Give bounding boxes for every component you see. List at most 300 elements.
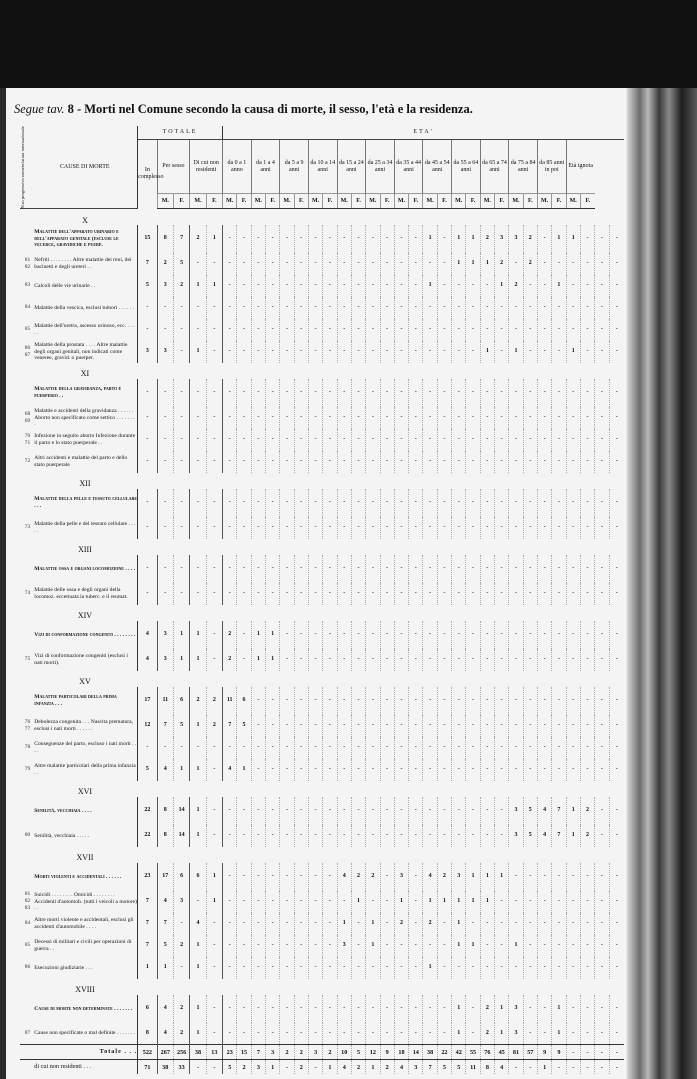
value-cell: -	[394, 825, 408, 847]
cause-label: Altre morti violente e accidentali, esclusi gli accidenti d'automobile . . . .	[32, 913, 137, 935]
value-cell: -	[206, 621, 222, 649]
value-cell: 1	[466, 225, 480, 253]
value-cell: 3	[509, 825, 523, 847]
section-numeral: XVI	[77, 787, 93, 797]
value-cell: -	[173, 555, 189, 583]
value-cell: -	[595, 275, 609, 297]
value-cell: 23	[223, 1045, 237, 1060]
value-cell: -	[566, 621, 580, 649]
value-cell: 2	[351, 863, 365, 891]
value-cell: -	[609, 863, 624, 891]
value-cell: -	[380, 429, 394, 451]
value-cell: -	[452, 737, 466, 759]
cause-label: Esecuzioni giudiziarie . . .	[32, 957, 137, 979]
value-cell: -	[552, 935, 566, 957]
value-cell: -	[552, 429, 566, 451]
value-cell: -	[537, 297, 551, 319]
value-cell: -	[394, 621, 408, 649]
value-cell: -	[237, 555, 251, 583]
value-cell: -	[437, 621, 451, 649]
value-cell: -	[323, 995, 337, 1023]
cause-label: Senilità, vecchiaia . . . .	[32, 797, 137, 825]
value-cell: -	[566, 1060, 580, 1075]
value-cell: -	[523, 451, 537, 473]
age-group-header: da 75 a 84 anni	[509, 140, 538, 194]
value-cell: -	[251, 715, 265, 737]
value-cell: -	[337, 555, 351, 583]
value-cell: -	[423, 1023, 437, 1045]
value-cell: 11	[466, 1060, 480, 1075]
value-cell: -	[437, 913, 451, 935]
value-cell: -	[423, 341, 437, 363]
value-cell: -	[595, 957, 609, 979]
value-cell: -	[294, 253, 308, 275]
value-cell: -	[237, 253, 251, 275]
section-numeral: XVIII	[75, 985, 95, 995]
value-cell: -	[394, 715, 408, 737]
value-cell: 1	[366, 935, 380, 957]
cause-col-header: CAUSE DI MORTE	[32, 126, 137, 209]
value-cell: -	[223, 451, 237, 473]
cause-label: Altri accidenti e malattie del parto e dello stato puerperale	[32, 451, 137, 473]
value-cell: -	[337, 407, 351, 429]
value-cell: -	[138, 379, 157, 407]
value-cell: -	[237, 407, 251, 429]
value-cell: -	[351, 297, 365, 319]
value-cell: 42	[452, 1045, 466, 1060]
value-cell: -	[266, 319, 280, 341]
value-cell: -	[552, 687, 566, 715]
value-cell: -	[523, 583, 537, 605]
value-cell: 1	[366, 913, 380, 935]
value-cell: -	[423, 379, 437, 407]
value-cell: -	[409, 379, 423, 407]
value-cell: -	[523, 737, 537, 759]
value-cell: -	[337, 797, 351, 825]
value-cell: -	[366, 555, 380, 583]
value-cell: -	[294, 891, 308, 913]
value-cell: -	[308, 891, 322, 913]
value-cell: 2	[173, 995, 189, 1023]
value-cell: -	[308, 429, 322, 451]
value-cell: -	[409, 797, 423, 825]
value-cell: -	[394, 649, 408, 671]
cause-number	[20, 1060, 32, 1075]
value-cell: -	[251, 451, 265, 473]
value-cell: -	[223, 275, 237, 297]
value-cell: 2	[173, 935, 189, 957]
value-cell: 3	[157, 341, 173, 363]
value-cell: -	[466, 649, 480, 671]
value-cell: -	[409, 913, 423, 935]
value-cell: 4	[394, 1060, 408, 1075]
value-cell: -	[206, 737, 222, 759]
value-cell: -	[351, 489, 365, 517]
value-cell: -	[206, 957, 222, 979]
value-cell: 6	[190, 863, 206, 891]
value-cell: 3	[157, 275, 173, 297]
value-cell: -	[138, 583, 157, 605]
value-cell: -	[495, 489, 509, 517]
value-cell: 1	[190, 825, 206, 847]
value-cell: -	[509, 555, 523, 583]
value-cell: -	[595, 451, 609, 473]
value-cell: -	[523, 275, 537, 297]
value-cell: -	[466, 489, 480, 517]
value-cell: -	[337, 621, 351, 649]
value-cell: -	[323, 891, 337, 913]
value-cell: -	[480, 275, 494, 297]
value-cell: -	[537, 341, 551, 363]
value-cell: -	[609, 225, 624, 253]
value-cell: -	[566, 715, 580, 737]
value-cell: -	[437, 687, 451, 715]
value-cell: 1	[466, 935, 480, 957]
value-cell: -	[237, 225, 251, 253]
value-cell: 2	[580, 797, 594, 825]
value-cell: -	[206, 341, 222, 363]
cause-number: 81 82 83	[24, 891, 31, 912]
value-cell: -	[223, 297, 237, 319]
cause-number	[20, 555, 32, 583]
value-cell: -	[394, 379, 408, 407]
value-cell: -	[323, 275, 337, 297]
value-cell: -	[452, 407, 466, 429]
cause-row	[20, 1023, 624, 1045]
value-cell: -	[308, 1023, 322, 1045]
section-numeral: XI	[80, 369, 90, 379]
value-cell: -	[523, 935, 537, 957]
value-cell: -	[323, 687, 337, 715]
value-cell: -	[437, 583, 451, 605]
value-cell: -	[537, 687, 551, 715]
value-cell: 2	[223, 649, 237, 671]
value-cell: -	[351, 687, 365, 715]
value-cell: -	[173, 737, 189, 759]
value-cell: -	[394, 797, 408, 825]
value-cell: 14	[173, 825, 189, 847]
value-cell: -	[351, 341, 365, 363]
value-cell: 2	[523, 253, 537, 275]
value-cell: -	[523, 517, 537, 539]
cause-row	[20, 319, 624, 341]
value-cell: -	[294, 1023, 308, 1045]
value-cell: -	[523, 1023, 537, 1045]
value-cell: -	[237, 737, 251, 759]
male-col-header: M.	[394, 194, 408, 209]
value-cell: -	[206, 1060, 222, 1075]
value-cell: -	[495, 379, 509, 407]
male-col-header: M.	[423, 194, 437, 209]
value-cell: -	[423, 649, 437, 671]
value-cell: -	[523, 715, 537, 737]
value-cell: -	[351, 225, 365, 253]
age-group-header: da 65 a 74 anni	[480, 140, 509, 194]
value-cell: -	[157, 583, 173, 605]
value-cell: -	[223, 863, 237, 891]
value-cell: -	[138, 517, 157, 539]
value-cell: -	[452, 451, 466, 473]
value-cell: -	[595, 1023, 609, 1045]
value-cell: -	[266, 687, 280, 715]
value-cell: -	[566, 583, 580, 605]
value-cell: -	[423, 935, 437, 957]
mortality-table-container	[20, 126, 624, 1076]
value-cell: -	[223, 517, 237, 539]
value-cell: -	[173, 957, 189, 979]
value-cell: -	[251, 759, 265, 781]
value-cell: -	[206, 649, 222, 671]
value-cell: -	[337, 583, 351, 605]
value-cell: -	[537, 995, 551, 1023]
value-cell: -	[523, 379, 537, 407]
value-cell: 1	[190, 275, 206, 297]
value-cell: -	[337, 297, 351, 319]
value-cell: -	[280, 1060, 294, 1075]
value-cell: -	[537, 275, 551, 297]
value-cell: -	[537, 407, 551, 429]
group-total-row	[20, 379, 624, 407]
value-cell: -	[423, 797, 437, 825]
value-cell: -	[280, 341, 294, 363]
value-cell: -	[480, 649, 494, 671]
value-cell: -	[294, 649, 308, 671]
cause-label: Malattie della prostata . . . . Altre malattie degli organi genitali, non indicati come veneree, gravid. o puerper.	[32, 341, 137, 363]
value-cell: -	[323, 555, 337, 583]
value-cell: -	[409, 935, 423, 957]
value-cell: -	[480, 319, 494, 341]
value-cell: -	[609, 995, 624, 1023]
cause-number	[20, 687, 32, 715]
value-cell: 45	[495, 1045, 509, 1060]
cause-row	[20, 429, 624, 451]
female-col-header: F.	[495, 194, 509, 209]
value-cell: 14	[409, 1045, 423, 1060]
value-cell: -	[366, 319, 380, 341]
value-cell: 1	[266, 621, 280, 649]
value-cell: -	[366, 825, 380, 847]
age-group-header: da 0 a 1 anno	[223, 140, 252, 194]
value-cell: -	[452, 341, 466, 363]
value-cell: -	[308, 583, 322, 605]
value-cell: -	[566, 253, 580, 275]
value-cell: -	[237, 621, 251, 649]
value-cell: 1	[206, 225, 222, 253]
value-cell: -	[537, 957, 551, 979]
value-cell: 57	[523, 1045, 537, 1060]
value-cell: -	[280, 275, 294, 297]
value-cell: 17	[138, 687, 157, 715]
value-cell: -	[308, 957, 322, 979]
value-cell: -	[337, 319, 351, 341]
value-cell: -	[595, 1045, 609, 1060]
value-cell: 1	[495, 995, 509, 1023]
document-page	[6, 88, 626, 1079]
value-cell: -	[595, 517, 609, 539]
value-cell: -	[223, 995, 237, 1023]
cause-number	[20, 797, 32, 825]
value-cell: -	[466, 957, 480, 979]
male-col-header: M.	[566, 194, 580, 209]
value-cell: 2	[237, 1060, 251, 1075]
value-cell: -	[266, 759, 280, 781]
value-cell: -	[552, 451, 566, 473]
value-cell: -	[394, 583, 408, 605]
value-cell: -	[173, 319, 189, 341]
value-cell: -	[157, 737, 173, 759]
value-cell: 1	[566, 825, 580, 847]
value-cell: -	[495, 913, 509, 935]
value-cell: 2	[380, 1060, 394, 1075]
value-cell: -	[595, 891, 609, 913]
value-cell: -	[294, 913, 308, 935]
value-cell: -	[437, 319, 451, 341]
value-cell: -	[537, 1023, 551, 1045]
per-sesso-header: Per sesso	[157, 140, 190, 194]
value-cell: -	[190, 891, 206, 913]
value-cell: -	[523, 649, 537, 671]
value-cell: -	[294, 275, 308, 297]
value-cell: -	[237, 517, 251, 539]
age-group-header: Età ignota	[566, 140, 595, 194]
value-cell: -	[595, 863, 609, 891]
value-cell: 76	[480, 1045, 494, 1060]
cause-label: Malattie delle ossa e degli organi della locomoz. eccettuata la tuberc. e il reumat.	[32, 583, 137, 605]
value-cell: -	[609, 797, 624, 825]
value-cell: -	[157, 517, 173, 539]
value-cell: -	[580, 1045, 594, 1060]
cause-label: Vizi di conformazione congeniti (esclusi i nati morti).	[32, 649, 137, 671]
value-cell: -	[380, 275, 394, 297]
age-group-header: da 1 a 4 anni	[251, 140, 280, 194]
value-cell: -	[552, 715, 566, 737]
value-cell: 3	[509, 797, 523, 825]
value-cell: -	[423, 715, 437, 737]
value-cell: 7	[138, 935, 157, 957]
value-cell: -	[173, 517, 189, 539]
value-cell: -	[409, 687, 423, 715]
value-cell: -	[409, 649, 423, 671]
value-cell: -	[366, 429, 380, 451]
value-cell: -	[380, 225, 394, 253]
value-cell: -	[609, 451, 624, 473]
value-cell: -	[323, 341, 337, 363]
male-col-header: M.	[366, 194, 380, 209]
value-cell: -	[294, 737, 308, 759]
value-cell: -	[223, 341, 237, 363]
value-cell: -	[409, 737, 423, 759]
value-cell: -	[537, 379, 551, 407]
value-cell: -	[480, 935, 494, 957]
section-numeral: X	[82, 215, 88, 225]
value-cell: -	[323, 407, 337, 429]
value-cell: -	[190, 297, 206, 319]
value-cell: -	[394, 517, 408, 539]
value-cell: 1	[423, 225, 437, 253]
value-cell: 1	[480, 253, 494, 275]
value-cell: -	[280, 297, 294, 319]
value-cell: 1	[509, 935, 523, 957]
value-cell: 7	[223, 715, 237, 737]
value-cell: -	[280, 957, 294, 979]
value-cell: 1	[466, 253, 480, 275]
value-cell: 33	[173, 1060, 189, 1075]
value-cell: -	[323, 715, 337, 737]
value-cell: -	[495, 825, 509, 847]
value-cell: -	[495, 957, 509, 979]
mortality-table	[20, 126, 624, 1074]
value-cell: -	[190, 489, 206, 517]
value-cell: -	[466, 737, 480, 759]
cause-row	[20, 583, 624, 605]
value-cell: -	[337, 759, 351, 781]
value-cell: 3	[509, 225, 523, 253]
value-cell: -	[480, 797, 494, 825]
value-cell: -	[206, 995, 222, 1023]
value-cell: -	[437, 825, 451, 847]
value-cell: -	[452, 797, 466, 825]
value-cell: -	[580, 429, 594, 451]
value-cell: -	[308, 621, 322, 649]
value-cell: -	[423, 407, 437, 429]
value-cell: -	[294, 319, 308, 341]
cause-label: Malattie ossa e organi locomozione . . . .	[32, 555, 137, 583]
value-cell: -	[452, 517, 466, 539]
value-cell: 38	[157, 1060, 173, 1075]
value-cell: -	[251, 957, 265, 979]
value-cell: 1	[537, 1060, 551, 1075]
value-cell: 9	[552, 1045, 566, 1060]
value-cell: -	[537, 649, 551, 671]
cause-label: Vizi di conformazione congeniti . . . . . . . .	[32, 621, 137, 649]
cause-row	[20, 935, 624, 957]
value-cell: 256	[173, 1045, 189, 1060]
value-cell: -	[394, 429, 408, 451]
value-cell: -	[480, 517, 494, 539]
group-total-row	[20, 555, 624, 583]
value-cell: -	[580, 319, 594, 341]
cause-number	[20, 1045, 32, 1060]
value-cell: -	[266, 225, 280, 253]
value-cell: 8	[157, 825, 173, 847]
value-cell: -	[495, 797, 509, 825]
cause-number	[20, 863, 32, 891]
value-cell: -	[280, 407, 294, 429]
value-cell: -	[366, 715, 380, 737]
value-cell: -	[437, 935, 451, 957]
value-cell: 267	[157, 1045, 173, 1060]
value-cell: -	[580, 275, 594, 297]
value-cell: -	[452, 687, 466, 715]
value-cell: 2	[173, 1023, 189, 1045]
value-cell: -	[552, 759, 566, 781]
value-cell: -	[323, 797, 337, 825]
value-cell: -	[251, 797, 265, 825]
value-cell: -	[266, 913, 280, 935]
value-cell: -	[138, 555, 157, 583]
value-cell: -	[351, 407, 365, 429]
male-col-header: M.	[190, 194, 206, 209]
value-cell: -	[308, 555, 322, 583]
value-cell: 2	[280, 1045, 294, 1060]
value-cell: 1	[480, 863, 494, 891]
value-cell: 1	[452, 225, 466, 253]
value-cell: -	[523, 759, 537, 781]
value-cell: -	[595, 935, 609, 957]
value-cell: -	[495, 649, 509, 671]
value-cell: -	[366, 379, 380, 407]
value-cell: -	[580, 341, 594, 363]
